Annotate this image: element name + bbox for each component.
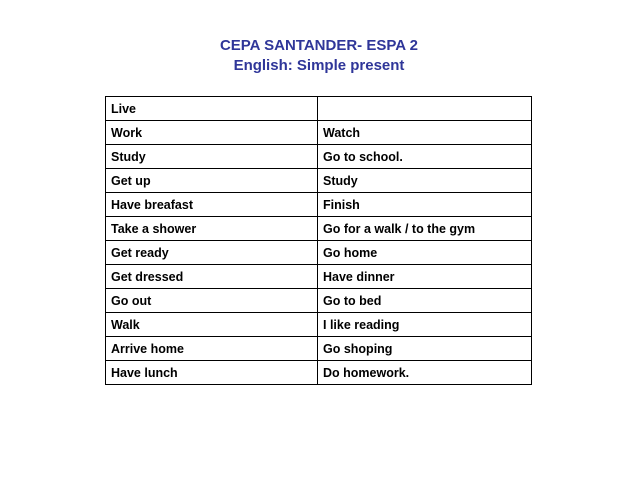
table-cell: I like reading	[318, 313, 532, 337]
table-cell: Go out	[106, 289, 318, 313]
table-row	[106, 121, 532, 145]
table-row	[106, 313, 532, 337]
table-cell: Get dressed	[106, 265, 318, 289]
table-cell: Have lunch	[106, 361, 318, 385]
table-row	[106, 265, 532, 289]
table-row	[106, 169, 532, 193]
table-row	[106, 361, 532, 385]
table-row	[106, 97, 532, 121]
table-cell: Watch	[318, 121, 532, 145]
table-cell: Do homework.	[318, 361, 532, 385]
table-cell: Arrive home	[106, 337, 318, 361]
page-subtitle: English: Simple present	[233, 57, 405, 74]
table-cell: Work	[106, 121, 318, 145]
table-cell: Study	[106, 145, 318, 169]
table-cell: Go home	[318, 241, 532, 265]
vocabulary-table	[105, 96, 532, 385]
table-cell: Get ready	[106, 241, 318, 265]
table-row	[106, 145, 532, 169]
table-cell: Go shoping	[318, 337, 532, 361]
table-cell: Walk	[106, 313, 318, 337]
table-cell: Go to bed	[318, 289, 532, 313]
table-row	[106, 337, 532, 361]
table-cell: Have dinner	[318, 265, 532, 289]
table-row	[106, 289, 532, 313]
table-cell: Take a shower	[106, 217, 318, 241]
table-cell	[318, 97, 532, 121]
table-cell: Study	[318, 169, 532, 193]
table-cell: Finish	[318, 193, 532, 217]
table-cell: Go to school.	[318, 145, 532, 169]
table-cell: Live	[106, 97, 318, 121]
page-title: CEPA SANTANDER- ESPA 2	[219, 37, 419, 54]
table-row	[106, 193, 532, 217]
table-cell: Go for a walk / to the gym	[318, 217, 532, 241]
table-cell: Have breafast	[106, 193, 318, 217]
table-row	[106, 217, 532, 241]
table-cell: Get up	[106, 169, 318, 193]
table-row	[106, 241, 532, 265]
